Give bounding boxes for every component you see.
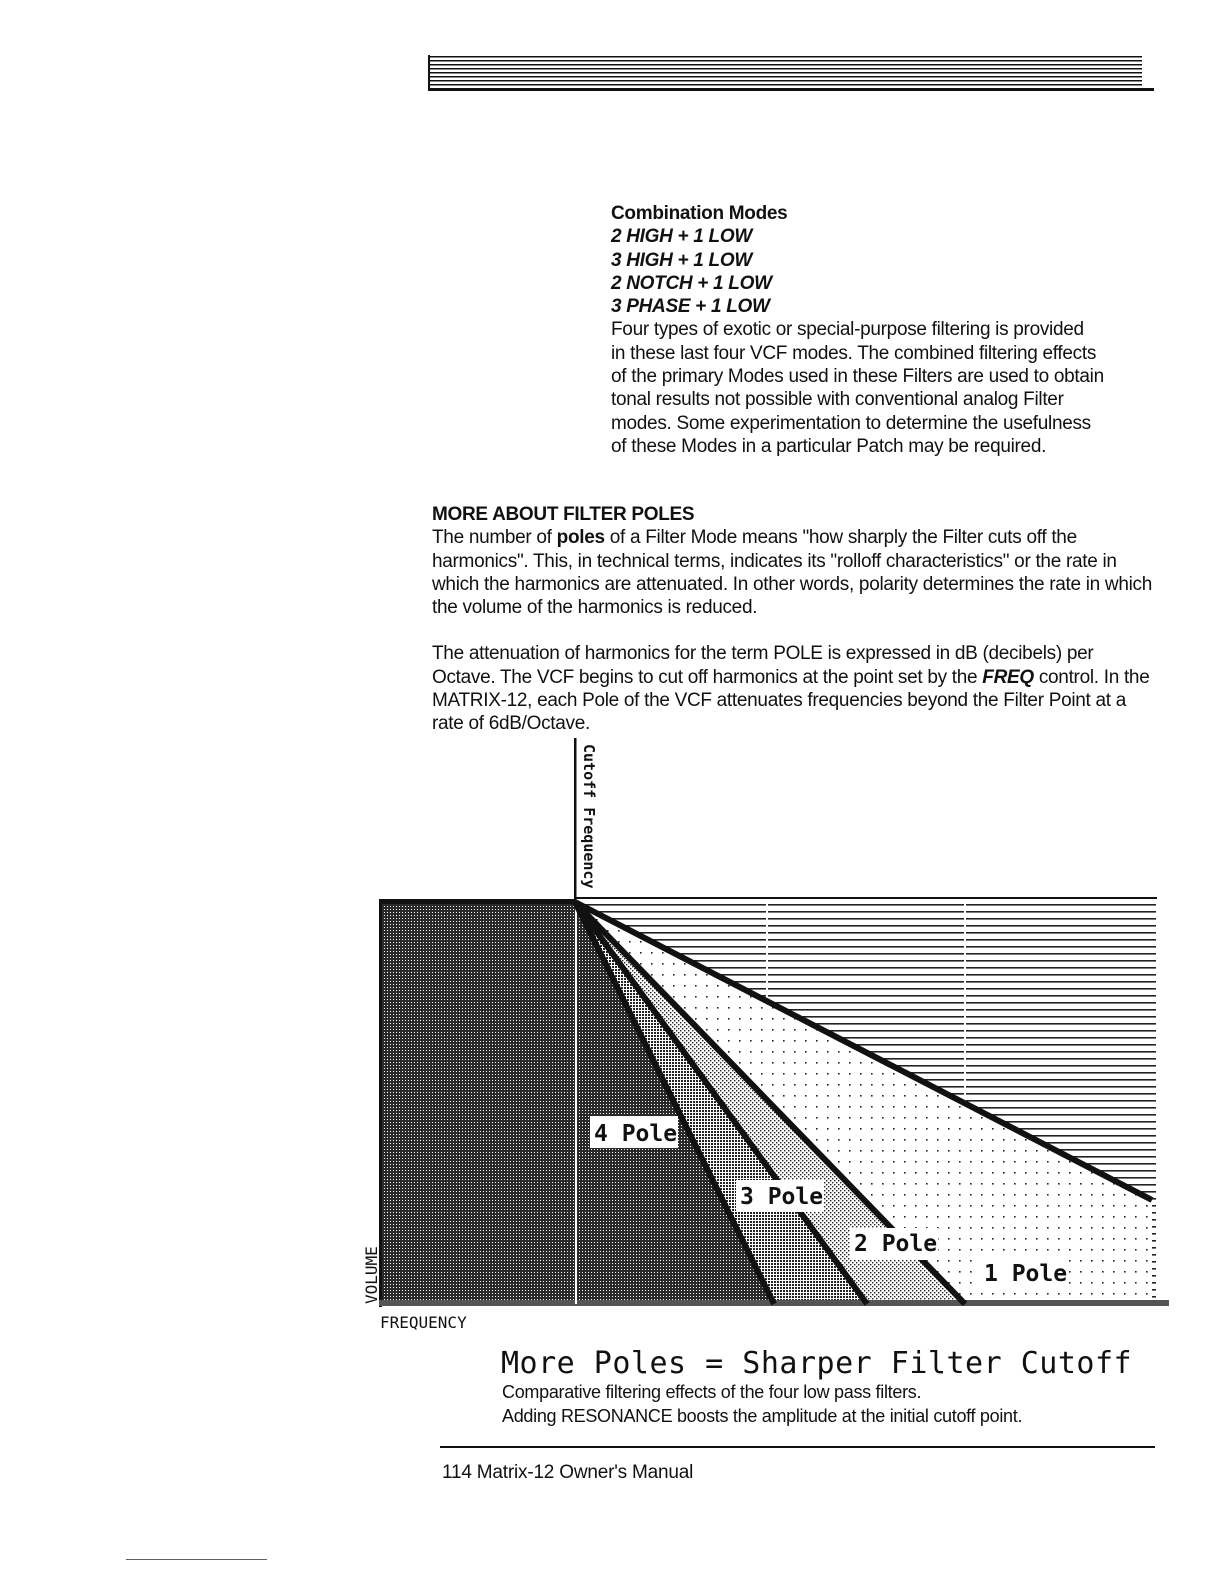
header-rule-decoration (428, 55, 1154, 95)
combination-body-line: Four types of exotic or special-purpose filtering is provided (611, 319, 1084, 341)
filter-poles-paragraph-1 (432, 526, 1152, 619)
cutoff-frequency-line (574, 738, 577, 900)
stopband-top-edge (575, 897, 1157, 899)
filter-poles-diagram (360, 738, 1170, 1338)
mode-2-high-1-low: 2 HIGH + 1 LOW (611, 226, 752, 248)
mode-3-high-1-low: 3 HIGH + 1 LOW (611, 249, 752, 271)
cutoff-frequency-label: Cutoff Frequency (580, 744, 598, 889)
three-pole-label: 3 Pole (740, 1184, 824, 1210)
page-footer (442, 1462, 693, 1484)
four-pole-label: 4 Pole (594, 1121, 678, 1147)
footer-rule (440, 1446, 1155, 1448)
filter-poles-paragraph-2 (432, 642, 1152, 735)
p2-text-end: control. In the MATRIX-12, each Pole of the VCF attenuates frequencies beyond the Filter Point at a rate of 6dB/Octave. (432, 666, 1150, 735)
manual-title: Matrix-12 Owner's Manual (476, 1462, 694, 1483)
combination-body-line: in these last four VCF modes. The combined filtering effects (611, 342, 1097, 364)
diagram-caption-line-2: Adding RESONANCE boosts the amplitude at the initial cutoff point. (502, 1406, 1023, 1426)
combination-body-line: tonal results not possible with conventional analog Filter (611, 389, 1064, 411)
filter-poles-section (432, 503, 1152, 736)
cutoff-divider (575, 902, 577, 1304)
combination-modes-section (611, 202, 1151, 458)
scan-artifact-line (126, 1559, 267, 1560)
diagram-caption-title: More Poles = Sharper Filter Cutoff (501, 1346, 1133, 1381)
volume-axis-label: VOLUME (362, 1246, 381, 1304)
page-number: 114 (442, 1462, 472, 1483)
diagram-caption-line-1: Comparative filtering effects of the four low pass filters. (502, 1382, 922, 1402)
frequency-axis-label: FREQUENCY (380, 1313, 467, 1332)
passband-region (382, 902, 575, 1304)
p2-text-start: The attenuation of harmonics for the term POLE is expressed in dB (decibels) per Octave. The VCF begins to cut off harmonics at the point set by the (432, 643, 1094, 688)
freq-emphasis: FREQ (982, 666, 1034, 688)
filter-poles-heading: MORE ABOUT FILTER POLES (432, 504, 695, 525)
combination-body-line: of the primary Modes used in these Filters are used to obtain (611, 366, 1104, 388)
combination-modes-heading: Combination Modes (611, 203, 788, 224)
one-pole-label: 1 Pole (984, 1261, 1068, 1287)
p1-text-end: of a Filter Mode means "how sharply the Filter cuts off the harmonics". This, in technical terms, indicates its "rolloff characteristics" or the rate in which the harmonics are attenuated. In other words, polarity determines the rate in which the volume of the harmonics is reduced. (432, 527, 1152, 619)
p1-text-start: The number of (432, 527, 557, 549)
two-pole-label: 2 Pole (854, 1231, 938, 1257)
mode-3-phase-1-low: 3 PHASE + 1 LOW (611, 296, 770, 318)
poles-emphasis: poles (556, 527, 605, 549)
combination-body-line: modes. Some experimentation to determine the usefulness (611, 412, 1091, 434)
combination-body-line: of these Modes in a particular Patch may be required. (611, 435, 1047, 457)
grid-line (964, 902, 966, 1122)
left-frame-edge (379, 899, 382, 1307)
mode-2-notch-1-low: 2 NOTCH + 1 LOW (611, 272, 772, 294)
passband-top-edge (380, 899, 576, 904)
